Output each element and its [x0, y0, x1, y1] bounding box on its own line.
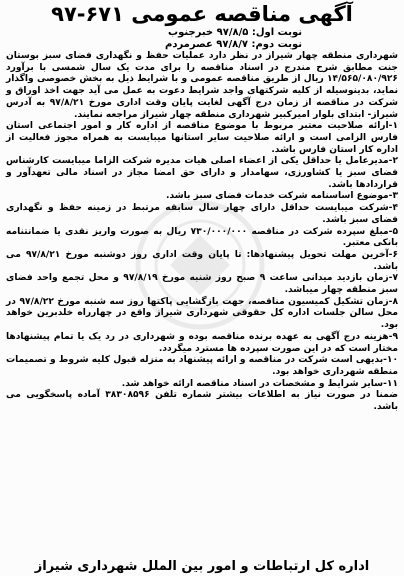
clause-item: ۶-آخرین مهلت تحویل پیشنهادها: تا پایان وقت اداری روز دوشنبه مورخ ۹۷/۸/۲۱ می باشد.: [6, 249, 398, 272]
clause-item: ۹-هزینه درج آگهی به عهده برنده مناقصه بوده و شهرداری در رد یک یا تمام پیشنهادها مختار است که در این صورت سپرده ها مسترد میگردد.: [6, 331, 398, 354]
clause-item: ۲-مدیرعامل یا حداقل یکی از اعضاء اصلی هیات مدیره شرکت الزاما میبایست کارشناس فضای سبز یا کشاورزی، سهامدار و دارای حق امضا مجاز در اسناد مالی تعهدآور و قراردادها باشد.: [6, 156, 398, 190]
clause-item: ۱۱-سایر شرایط و مشخصات در اسناد مناقصه ارائه خواهد شد.: [121, 378, 398, 389]
clause-item: ۳-موضوع اساسنامه شرکت خدمات فضای سبز باشد.: [165, 191, 398, 202]
publication-schedule: [6, 27, 398, 51]
clause-item: ۴-شرکت میبایست حداقل دارای چهار سال سابقه مرتبط در زمینه حفظ و نگهداری فضای سبز باشد.: [6, 203, 398, 225]
schedule-first: نوبت اول: ۹۷/۸/۵ خبرجنوب: [168, 27, 302, 38]
clause-item: ۵-مبلغ سپرده شرکت در مناقصه ۷۳۰/۰۰۰/۰۰۰ ریال به صورت واریز نقدی یا ضمانتنامه بانکی معتبر.: [6, 226, 398, 249]
clause-item: ۷-زمان بازدید میدانی ساعت ۹ صبح روز شنبه مورخ ۹۷/۸/۱۹ و محل تجمع واحد فضای سبز منطقه چهار میباشد.: [6, 273, 398, 296]
clause-list: [6, 121, 398, 414]
clause-item: ۱-ارائه صلاحیت معتبر مربوط با موضوع مناقصه از اداره کار و امور اجتماعی استان فارس الزامی است و ارائه صلاحیت سایر استانها میبایست به همراه مجوز فعالیت از اداره کار استان فارس باشد.: [6, 121, 398, 155]
notice-intro: شهرداری منطقه چهار شیراز در نظر دارد عملیات حفظ و نگهداری فضای سبز بوستان جنت مطابق شرح مندرج در اسناد مناقصه را برای مدت یک سال شمسی با برآورد ۱۴/۵۶۵/۰۸۰/۹۲۶ ریال از طریق مناقصه عمومی و با شرایط ذیل به بخش خصوصی واگذار نماید، بدینوسیله از کلیه شرکتهای واجد شرایط دعوت به عمل می آید جهت اخذ اوراق و شرکت در مناقصه از زمان درج آگهی لغایت پایان وقت اداری مورخ ۹۷/۸/۲۱ به آدرس شیراز- ابتدای بلوار امیرکبیر شهرداری منطقه چهار شیراز مراجعه نمایند.: [6, 51, 398, 120]
issuer-signature: اداره کل ارتباطات و امور بین الملل شهرداری شیراز: [34, 559, 370, 574]
contact-note: ضمنا در صورت نیاز به اطلاعات بیشتر شماره تلفن ۳۸۳۰۸۵۹۶ آماده پاسخگویی می باشد.: [6, 390, 398, 413]
notice-title: آگهی مناقصه عمومی ۶۷۱-۹۷: [51, 2, 353, 26]
clause-item: ۱۰-بدیهی است شرکت در مناقصه و ارائه پیشنهاد به منزله قبول کلیه شروط و تصمیمات منطقه شهرداری خواهد بود.: [6, 355, 398, 377]
clause-item: ۸-زمان تشکیل کمیسیون مناقصه، جهت بازگشایی پاکتها روز سه شنبه مورخ ۹۷/۸/۲۲ در محل سالن جلسات اداره کل حقوقی شهرداری شیراز واقع در چهارراه خلدبرین خواهد بود.: [6, 296, 398, 331]
schedule-second: نوبت دوم: ۹۷/۸/۷ عصرمردم: [165, 39, 302, 50]
